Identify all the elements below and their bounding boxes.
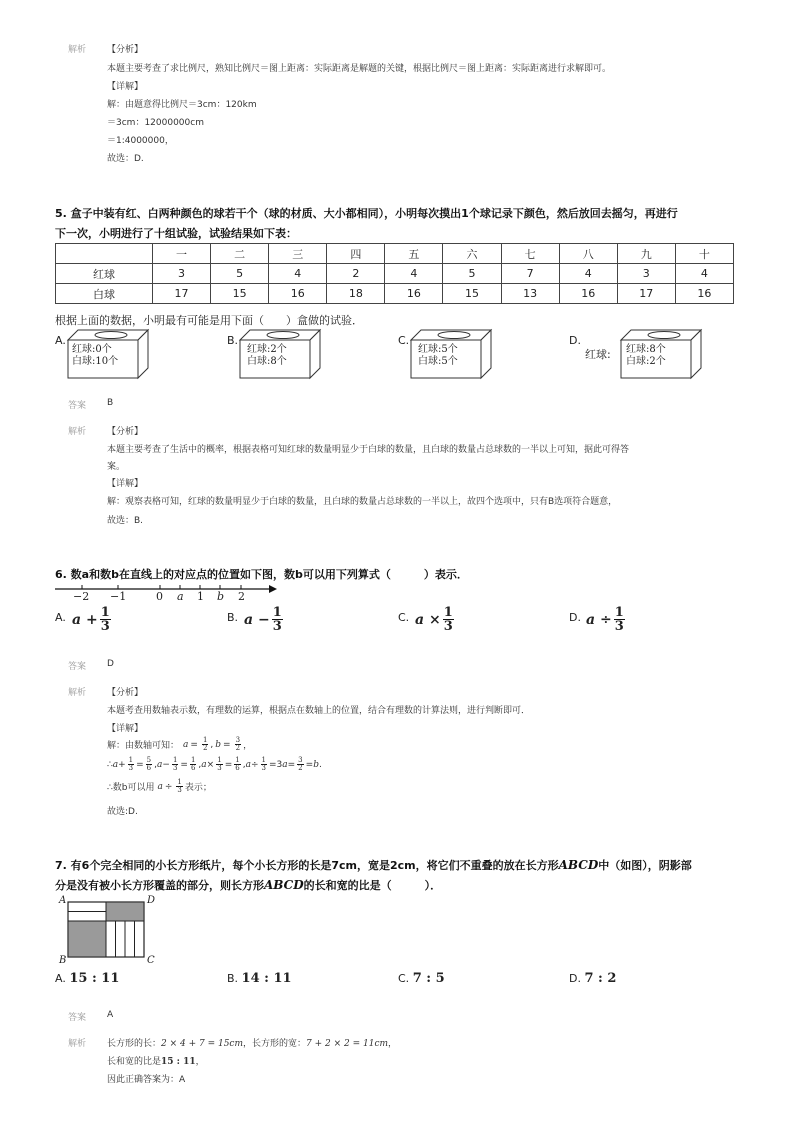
table-cell: 16	[559, 284, 617, 304]
analysis-label: 解析	[68, 45, 87, 55]
table-cell: 八	[559, 244, 617, 264]
table-cell: 红球	[56, 264, 153, 284]
solution-line: 解：由题意得比例尺＝3cm：120km	[107, 100, 257, 110]
table-cell: 7	[501, 264, 559, 284]
option-prefix: 红球:	[585, 348, 611, 361]
option-expression[interactable]: a × $\frac{1}{3}$	[415, 605, 453, 634]
analysis-heading: 【分析】	[107, 45, 144, 55]
solution-line: 长和宽的比是15 : 11，	[107, 1057, 205, 1067]
table-cell: 17	[617, 284, 675, 304]
option-letter[interactable]: A.	[55, 334, 66, 347]
table-cell: 16	[385, 284, 443, 304]
option-letter[interactable]: C.	[398, 611, 410, 624]
analysis-label: 解析	[68, 1039, 87, 1049]
solution-line: 故选:D.	[107, 807, 138, 817]
option-letter[interactable]: A.	[55, 611, 66, 624]
solution-line: ∴数b可以用 a ÷ $\frac{1}{3}$ 表示；	[107, 778, 212, 794]
option-letter[interactable]: D.	[569, 334, 581, 347]
analysis-label: 解析	[68, 688, 87, 698]
table-cell: 九	[617, 244, 675, 264]
analysis-text: 本题考查用数轴表示数，有理数的运算，根据点在数轴上的位置，结合有理数的计算法则，进行判断即可．	[107, 706, 531, 716]
rectangle-diagram	[60, 895, 160, 970]
results-table	[55, 243, 734, 304]
answer-value: B	[107, 398, 114, 408]
option-item[interactable]: D. 7 : 2	[569, 971, 617, 986]
corner-label: C	[147, 955, 155, 966]
option-expression[interactable]: a ÷ $\frac{1}{3}$	[586, 605, 624, 634]
axis-tick-label: 2	[238, 590, 245, 603]
answer-value: A	[107, 1010, 114, 1020]
table-cell: 一	[153, 244, 211, 264]
option-item[interactable]: B. 14 : 11	[227, 971, 292, 986]
table-header-row	[56, 244, 734, 264]
table-row	[56, 264, 734, 284]
solution-line: 故选：D.	[107, 154, 144, 164]
question-stem: 7. 有6个完全相同的小长方形纸片，每个小长方形的长是7cm，宽是2cm，将它们不重叠的放在长方形ABCD中（如图），阴影部	[55, 858, 692, 872]
corner-label: B	[59, 955, 67, 966]
table-cell: 15	[443, 284, 501, 304]
table-cell: 五	[385, 244, 443, 264]
table-cell: 2	[327, 264, 385, 284]
option-expression[interactable]: a + $\frac{1}{3}$	[72, 605, 110, 634]
box-label: 红球:0个 白球:10个	[72, 344, 119, 367]
detail-heading: 【详解】	[107, 724, 144, 734]
table-cell: 15	[211, 284, 269, 304]
table-cell: 5	[443, 264, 501, 284]
table-cell: 13	[501, 284, 559, 304]
solution-line: 因此正确答案为：A	[107, 1075, 186, 1085]
answer-label: 答案	[68, 1013, 87, 1023]
option-item[interactable]: A. 15 : 11	[55, 971, 120, 986]
question-stem: 分是没有被小长方形覆盖的部分，则长方形ABCD的长和宽的比是（ ）．	[55, 878, 442, 892]
table-cell: 17	[153, 284, 211, 304]
table-cell: 4	[675, 264, 733, 284]
axis-tick-label: −1	[110, 590, 127, 603]
question-stem: 5. 盒子中装有红、白两种颜色的球若干个（球的材质、大小都相同），小明每次摸出1个球记录下颜色，然后放回去摇匀，再进行	[55, 207, 678, 220]
solution-line: ∴ a + $\frac{1}{3}$ = $\frac{5}{6}$ , a − $\frac{1}{3}$ = $\frac{1}{6}$ , a × $\frac{1}{3}$ = $\frac{1}{6}$ , a ÷ $\frac{1}{3}$ =3 a = $\frac{3}{2}$ = b .	[107, 756, 322, 772]
table-cell: 二	[211, 244, 269, 264]
question-stem: 下一次，小明进行了十组试验，试验结果如下表：	[55, 227, 297, 240]
option-letter[interactable]: B.	[227, 611, 239, 624]
analysis-text: 本题主要考查了求比例尺，熟知比例尺＝图上距离：实际距离是解题的关键，根据比例尺＝图上距离：实际距离进行求解即可。	[107, 64, 612, 74]
table-cell: 四	[327, 244, 385, 264]
axis-tick-label: 0	[156, 590, 163, 603]
table-cell: 4	[385, 264, 443, 284]
analysis-text: 本题主要考查了生活中的概率，根据表格可知红球的数量明显少于白球的数量，且白球的数量占总球数的一半以上可知，据此可得答	[107, 445, 630, 455]
analysis-heading: 【分析】	[107, 688, 144, 698]
analysis-text: 案。	[107, 462, 126, 472]
solution-line: 解：由数轴可知： a = $\frac{1}{2}$ , b = $\frac{3}{2}$ ，	[107, 736, 253, 752]
answer-value: D	[107, 659, 114, 669]
axis-tick-label: 1	[197, 590, 204, 603]
table-cell: 六	[443, 244, 501, 264]
axis-tick-label: a	[177, 590, 184, 603]
table-cell	[56, 244, 153, 264]
box-label: 红球:5个 白球:5个	[418, 344, 458, 367]
detail-heading: 【详解】	[107, 479, 144, 489]
answer-label: 答案	[68, 662, 87, 672]
table-row	[56, 284, 734, 304]
table-cell: 18	[327, 284, 385, 304]
answer-label: 答案	[68, 401, 87, 411]
table-cell: 3	[153, 264, 211, 284]
table-cell: 十	[675, 244, 733, 264]
table-cell: 4	[559, 264, 617, 284]
table-cell: 5	[211, 264, 269, 284]
question-prompt: 根据上面的数据，小明最有可能是用下面（ ）盒做的试验．	[55, 314, 363, 327]
table-cell: 16	[269, 284, 327, 304]
solution-line: ＝1:4000000，	[107, 136, 174, 146]
solution-line: ＝3cm：12000000cm	[107, 118, 204, 128]
question-stem: 6. 数a和数b在直线上的对应点的位置如下图，数b可以用下列算式（ ）表示．	[55, 568, 468, 581]
solution-line: 解：观察表格可知，红球的数量明显少于白球的数量，且白球的数量占总球数的一半以上，故四个选项中，只有B选项符合题意，	[107, 497, 618, 507]
box-label: 红球:2个 白球:8个	[247, 344, 287, 367]
box-label: 红球:8个 白球:2个	[626, 344, 666, 367]
table-cell: 三	[269, 244, 327, 264]
table-cell: 白球	[56, 284, 153, 304]
solution-line: 长方形的长：2 × 4 + 7 = 15cm，长方形的宽：7 + 2 × 2 = 11cm，	[107, 1039, 398, 1049]
corner-label: D	[147, 895, 156, 906]
table-cell: 3	[617, 264, 675, 284]
option-item[interactable]: C. 7 : 5	[398, 971, 445, 986]
analysis-heading: 【分析】	[107, 427, 144, 437]
axis-tick-label: b	[217, 590, 225, 603]
table-cell: 七	[501, 244, 559, 264]
analysis-label: 解析	[68, 427, 87, 437]
option-letter[interactable]: B.	[227, 334, 239, 347]
table-cell: 16	[675, 284, 733, 304]
axis-tick-label: −2	[73, 590, 90, 603]
corner-label: A	[59, 895, 67, 906]
option-letter[interactable]: D.	[569, 611, 581, 624]
option-expression[interactable]: a − $\frac{1}{3}$	[244, 605, 282, 634]
solution-line: 故选：B.	[107, 516, 144, 526]
option-letter[interactable]: C.	[398, 334, 410, 347]
table-cell: 4	[269, 264, 327, 284]
detail-heading: 【详解】	[107, 82, 144, 92]
